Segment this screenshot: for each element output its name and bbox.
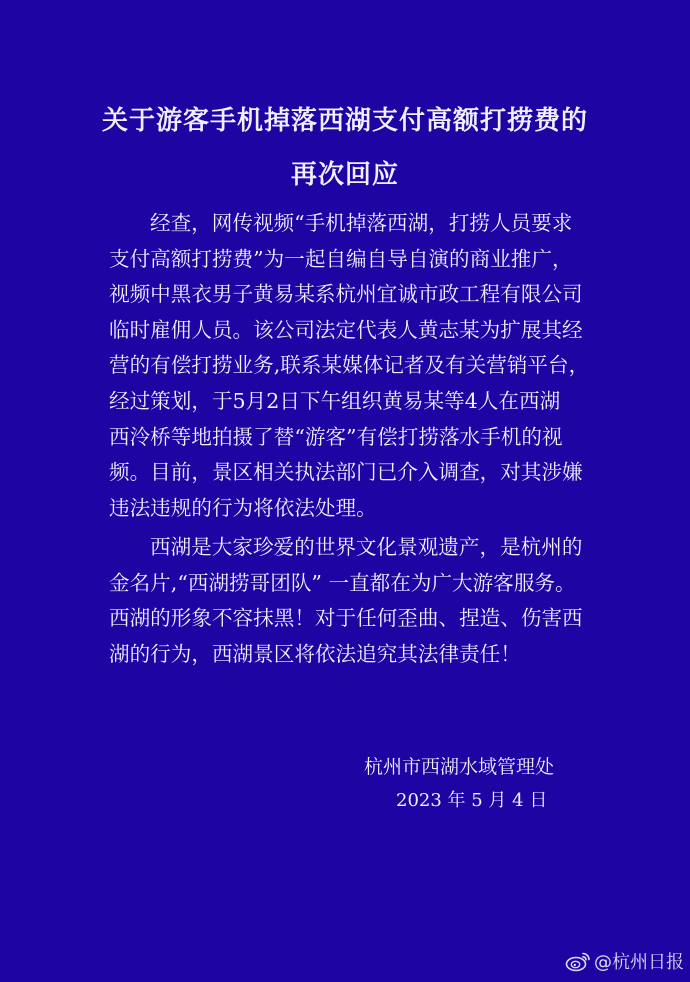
notice-title-line-2: 再次回应 — [290, 160, 399, 190]
paragraph-2-line: 金名片,“西湖捞哥团队” 一直都在为广大游客服务。 — [109, 570, 576, 595]
paragraph-1-line: 经查，网传视频“手机掉落西湖，打捞人员要求 — [150, 211, 573, 235]
paragraph-2 — [109, 530, 597, 672]
notice-title-line-1: 关于游客手机掉落西湖支付高额打捞费的 — [101, 106, 588, 136]
paragraph-1-line: 违法违规的行为将依法处理。 — [109, 495, 377, 520]
paragraph-1-line: 频。目前，景区相关执法部门已介入调查，对其涉嫌 — [109, 460, 583, 485]
paragraph-1-line: 视频中黑衣男子黄易某系杭州宜诚市政工程有限公司 — [109, 282, 583, 307]
signature-block — [364, 753, 604, 815]
paragraph-2-line: 湖的行为，西湖景区将依法追究其法律责任！ — [109, 641, 521, 666]
signature-organization: 杭州市西湖水域管理处 — [364, 756, 555, 778]
weibo-watermark — [565, 948, 684, 974]
paragraph-2-line: 西湖是大家珍爱的世界文化景观遗产，是杭州的 — [150, 535, 583, 559]
paragraph-2-line: 西湖的形象不容抹黑！对于任何歪曲、捏造、伤害西 — [109, 606, 583, 631]
paragraph-1 — [109, 206, 597, 526]
paragraph-1-line: 西泠桥等地拍摄了替“游客”有偿打捞落水手机的视 — [109, 424, 563, 449]
watermark-text: @杭州日报 — [594, 952, 684, 973]
paragraph-1-line: 临时雇佣人员。该公司法定代表人黄志某为扩展其经 — [109, 317, 583, 342]
signature-date: 2023 年 5 月 4 日 — [396, 790, 548, 811]
paragraph-1-line: 经过策划，于5月2日下午组织黄易某等4人在西湖 — [109, 388, 561, 413]
paragraph-1-line: 营的有偿打捞业务,联系某媒体记者及有关营销平台， — [109, 353, 590, 378]
paragraph-1-line: 支付高额打捞费”为一起自编自导自演的商业推广， — [109, 246, 573, 271]
weibo-icon — [565, 950, 591, 972]
